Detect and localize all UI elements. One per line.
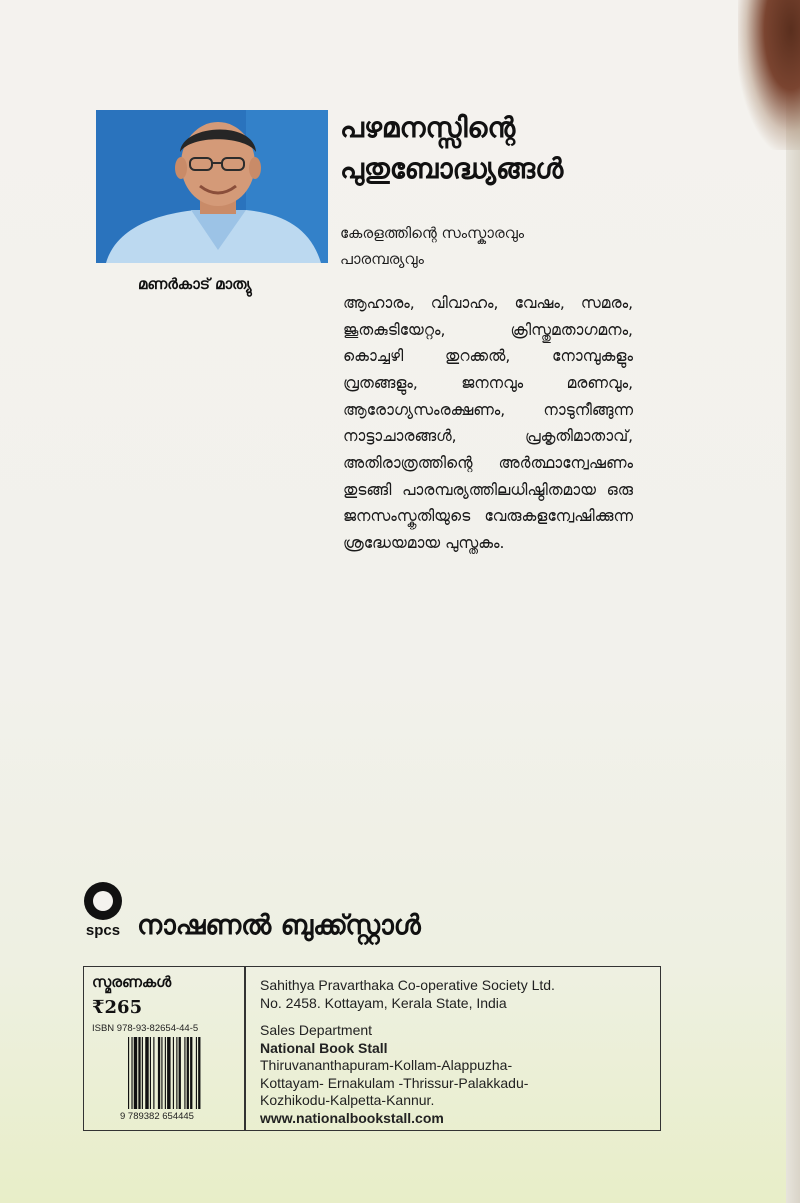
barcode-bar	[179, 1037, 181, 1109]
website-link[interactable]: www.nationalbookstall.com	[260, 1109, 444, 1126]
book-subtitle-line-2: പാരമ്പര്യവും	[340, 250, 424, 269]
book-blurb: ആഹാരം, വിവാഹം, വേഷം, സമരം, ജൂതകുടിയേറ്റം, ക്രിസ്തുമതാഗമനം, കൊച്ചഴി തുറക്കൽ, നോമ്പുകളും വ്രതങ്ങളും, ജനനവും മരണവും, ആരോഗ്യസംരക്ഷണം, നാടുനീങ്ങുന്ന നാട്ടാചാരങ്ങൾ, പ്രകൃതിമാതാവ്, അതിരാത്രത്തിന്റെ അർത്ഥാന്വേഷണം തുടങ്ങി പാരമ്പര്യത്തിലധിഷ്ഠിതമായ ഒരു ജനസംസ്കൃതിയുടെ വേരുകളന്വേഷിക്കുന്ന ശ്രദ്ധേയമായ പുസ്തകം.	[343, 294, 633, 552]
publisher-details	[260, 977, 655, 1127]
barcode-bar	[142, 1037, 143, 1109]
locations-line-3: Kozhikodu-Kalpetta-Kannur.	[260, 1092, 435, 1108]
book-subtitle	[340, 220, 630, 273]
seal-circle	[84, 882, 122, 920]
barcode-icon	[128, 1037, 238, 1109]
society-line-2: No. 2458. Kottayam, Kerala State, India	[260, 994, 507, 1011]
locations-line-1: Thiruvananthapuram-Kollam-Alappuzha-	[260, 1057, 513, 1073]
society-line-1: Sahithya Pravarthaka Co-operative Society Ltd.	[260, 977, 555, 993]
seal-emblem	[93, 891, 113, 911]
sales-department: Sales Department	[260, 1022, 373, 1038]
spcs-seal-icon	[80, 882, 126, 944]
barcode-bar	[138, 1037, 140, 1109]
barcode-bar	[158, 1037, 160, 1109]
worn-corner	[738, 0, 800, 150]
store-name: നാഷണൽ ബുക്ക്സ്റ്റാൾ	[137, 910, 421, 941]
barcode-bar	[198, 1037, 200, 1109]
cover-edge	[786, 0, 800, 1203]
barcode-bar	[187, 1037, 189, 1109]
author-portrait-icon	[96, 110, 328, 263]
book-title-line-1: പഴമനസ്സിന്റെ	[340, 111, 516, 144]
category-label: സ്മരണകൾ	[92, 973, 172, 991]
barcode-bar	[176, 1037, 177, 1109]
publication-info-box	[83, 966, 661, 1131]
barcode-bar	[145, 1037, 148, 1109]
barcode-bar	[150, 1037, 151, 1109]
barcode-bar	[161, 1037, 162, 1109]
locations-line-2: Kottayam- Ernakulam -Thrissur-Palakkadu-	[260, 1074, 529, 1091]
book-title-line-2: പുതുബോദ്ധ്യങ്ങൾ	[340, 151, 564, 185]
barcode-bar	[190, 1037, 192, 1109]
barcode-bar	[128, 1037, 129, 1109]
barcode-bar	[173, 1037, 174, 1109]
isbn: ISBN 978-93-82654-44-5	[92, 1023, 199, 1034]
spcs-logo-text: spcs	[85, 922, 121, 939]
price: ₹265	[92, 997, 143, 1018]
barcode-bar	[184, 1037, 185, 1109]
barcode-bar	[167, 1037, 170, 1109]
national-book-stall-title: National Book Stall	[260, 1039, 388, 1056]
barcode-bar	[165, 1037, 166, 1109]
barcode-bar	[153, 1037, 154, 1109]
author-name: മണർകാട് മാത്യു	[138, 275, 252, 293]
barcode-bar	[131, 1037, 132, 1109]
box-divider	[244, 967, 246, 1130]
book-title	[340, 108, 640, 189]
book-subtitle-line-1: കേരളത്തിന്റെ സംസ്കാരവും	[340, 224, 525, 242]
barcode-bar	[134, 1037, 137, 1109]
barcode-number: 9 789382 654445	[120, 1111, 194, 1122]
barcode-bar	[196, 1037, 197, 1109]
